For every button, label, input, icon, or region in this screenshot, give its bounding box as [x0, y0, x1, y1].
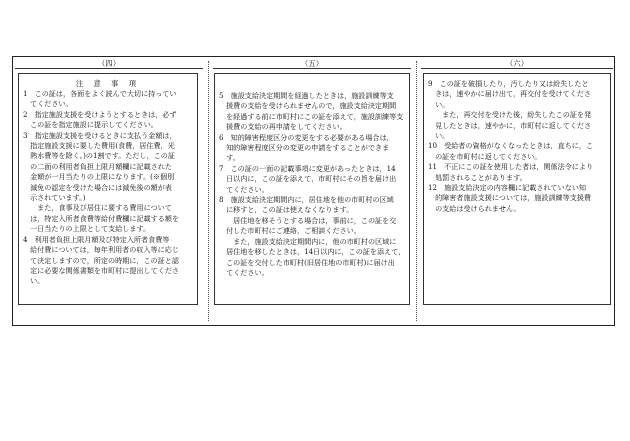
- notice-line: また，食事及び居住に要する費用について: [23, 203, 172, 213]
- panel-4-notice-box: [18, 73, 198, 305]
- notice-line: て決定しますので，所定の時期に，この証と認: [23, 255, 179, 265]
- notice-line: 指定施設支援に要した費用(食費，居住費，光: [23, 141, 175, 151]
- notice-line: 援費の支給を受けられませんので，施設支給決定期間: [219, 101, 397, 111]
- notice-line: に移すと，この証は使えなくなります。: [219, 205, 354, 215]
- notice-line: 処罰されることがあります。: [428, 172, 527, 182]
- notice-line: きは，速やかに届け出て，再交付を受けてくださ: [428, 89, 592, 99]
- fold-line-right: [416, 61, 417, 321]
- notice-line: 援費の支給の再申請をしてください。: [219, 122, 347, 132]
- notice-line: 2 指定施設支援を受けようとするときは，必ず: [23, 109, 177, 119]
- notice-line: 定に必要な関係書類を市町村に提出してくださ: [23, 265, 180, 275]
- notice-line: てください。: [219, 267, 269, 277]
- panel-6-header: （六）: [421, 58, 613, 69]
- notice-line: 12 施設支給決定の内容欄に記載されていない知: [428, 183, 586, 193]
- notice-line: この証を交付した市町村(旧居住地の市町村)に届け出: [219, 257, 395, 267]
- notice-line: を経過する前に市町村にこの証を添えて，施設訓練等支: [219, 111, 404, 121]
- notice-line: 的障害者施設支援については，施設訓練等支援費: [428, 193, 592, 203]
- notice-line: てください。: [23, 99, 73, 109]
- notice-line: 一日当たりの上限として支給します。: [23, 224, 151, 234]
- notice-line: の支給は受けられません。: [428, 203, 521, 213]
- notice-line: 給付費については，毎年利用者の収入等に応じ: [23, 245, 179, 255]
- notice-line: 金額が一月当たりの上限になります。(※個別: [23, 172, 175, 182]
- notice-line: また，再交付を受けた後，紛失したこの証を発: [428, 110, 592, 120]
- notice-line: 1 この証は，各面をよく読んで大切に持ってい: [23, 89, 177, 98]
- notice-line: この証を指定施設に提示してください。: [23, 120, 158, 130]
- notice-line: 居住地を移したときは，14日以内に，この証を添えて，: [219, 247, 406, 257]
- panel-5-box: [214, 73, 410, 305]
- panel-5-header: （五）: [213, 58, 411, 69]
- notice-line: 居住地を移そうとする場合は，事前に，この証を交: [219, 215, 397, 225]
- notice-line: 付した市町村にご連絡，ご相談ください。: [219, 226, 361, 236]
- notice-line: 日以内に，この証を添えて，市町村にその旨を届け出: [219, 174, 397, 184]
- notice-line: 熱水費等を除く。)の1割です。ただし，この証: [23, 151, 175, 161]
- panel-6-box: [423, 73, 611, 305]
- notice-line: 5 施設支給決定期間を経過したときは，施設訓練等支: [219, 91, 394, 100]
- panel-4-lines: [23, 89, 193, 287]
- notice-line: 10 受給者の資格がなくなったときは，直ちに，こ: [428, 141, 594, 151]
- panel-4-header: （四）: [15, 58, 203, 69]
- notice-line: 示されています。): [23, 193, 86, 203]
- notice-line: の二面の利用者負担上限月額欄に記載された: [23, 161, 172, 171]
- notice-line: 見したときは，速やかに，市町村に返してくださ: [428, 120, 592, 130]
- certificate-back-sheet: [12, 56, 615, 326]
- notice-line: い。: [428, 131, 450, 141]
- fold-line-left: [208, 61, 209, 321]
- notice-line: い。: [428, 99, 450, 109]
- notice-line: は，特定入所者食費等給付費欄に記載する額を: [23, 213, 180, 223]
- notice-line: 知的障害程度区分の変更の申請をすることができま: [219, 143, 390, 153]
- notice-line: い。: [23, 276, 45, 286]
- panel-6-lines: [428, 79, 609, 214]
- panel-5-text: [219, 91, 407, 278]
- notice-line: 9 この証を破損したり，汚したり又は紛失したと: [428, 79, 589, 88]
- panel-4-text: [23, 79, 193, 287]
- notice-line: また，施設支給決定期間内に，他の市町村の区域に: [219, 236, 397, 246]
- notice-line: 4 利用者負担上限月額及び特定入所者食費等: [23, 234, 170, 244]
- notice-line: す。: [219, 153, 240, 163]
- notice-line: 減免の認定を受けた場合には減免後の額が表: [23, 182, 172, 192]
- notice-line: 3 指定施設支援を受けるときに支払う金額は，: [23, 130, 177, 140]
- notice-line: 11 不正にこの証を使用した者は，関係法令により: [428, 162, 594, 172]
- notice-title: 注 意 事 項: [75, 79, 141, 88]
- panel-5-lines: [219, 91, 407, 278]
- notice-line: てください。: [219, 184, 269, 194]
- notice-line: の証を市町村に返してください。: [428, 151, 542, 161]
- notice-line: 6 知的障害程度区分の変更をする必要がある場合は，: [219, 132, 394, 142]
- notice-line: 7 この証の一面の記載事項に変更があったときは，14: [219, 163, 396, 173]
- panel-6-text: [428, 79, 609, 214]
- notice-line: 8 施設支給決定期間内に，居住地を他の市町村の区域: [219, 195, 394, 205]
